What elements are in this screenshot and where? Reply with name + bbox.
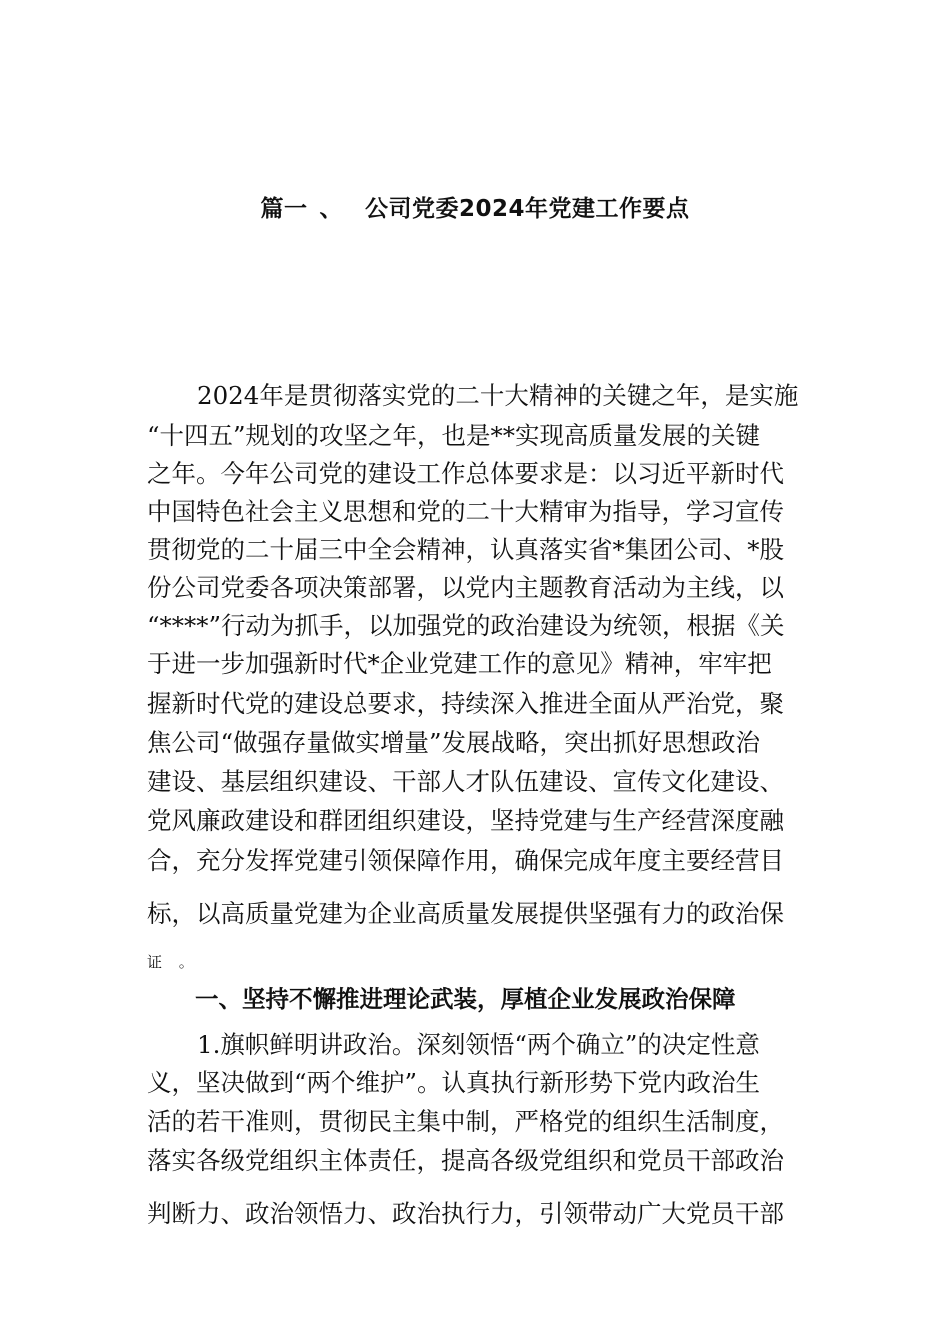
section-line: 义，坚决做到“两个维护”。认真执行新形势下党内政治生 [147, 1068, 761, 1097]
intro-line: “十四五”规划的攻坚之年，也是**实现高质量发展的关键 [147, 421, 761, 450]
intro-line: “****”行动为抓手，以加强党的政治建设为统领，根据《关 [147, 611, 785, 640]
section-line: 判断力、政治领悟力、政治执行力，引领带动广大党员干部 [147, 1199, 784, 1228]
title-separator: 、 [319, 196, 343, 222]
intro-line: 中国特色社会主义思想和党的二十大精审为指导，学习宣传 [147, 497, 784, 526]
section-line: 1.旗帜鲜明讲政治。深刻领悟“两个确立”的决定性意 [197, 1030, 760, 1059]
document-title [0, 190, 950, 223]
intro-line: 份公司党委各项决策部署，以党内主题教育活动为主线，以 [147, 573, 784, 602]
title-main: 公司党委2024年党建工作要点 [364, 196, 690, 222]
intro-line: 建设、基层组织建设、干部人才队伍建设、宣传文化建设、 [147, 767, 784, 796]
intro-line: 2024年是贯彻落实党的二十大精神的关键之年，是实施 [197, 381, 799, 410]
section-line: 活的若干准则，贯彻民主集中制，严格党的组织生活制度， [147, 1107, 784, 1136]
section-line: 落实各级党组织主体责任，提高各级党组织和党员干部政治 [147, 1146, 784, 1175]
intro-line: 党风廉政建设和群团组织建设，坚持党建与生产经营深度融 [147, 806, 784, 835]
intro-line: 合，充分发挥党建引领保障作用，确保完成年度主要经营目 [147, 846, 784, 875]
intro-line: 标，以高质量党建为企业高质量发展提供坚强有力的政治保 [147, 899, 784, 928]
intro-line: 之年。今年公司党的建设工作总体要求是：以习近平新时代 [147, 459, 784, 488]
intro-line: 握新时代党的建设总要求，持续深入推进全面从严治党，聚 [147, 689, 784, 718]
intro-line-end: 证 。 [147, 953, 200, 971]
title-prefix: 篇一 [260, 196, 308, 222]
intro-line: 于进一步加强新时代*企业党建工作的意见》精神，牢牢把 [147, 649, 772, 678]
section-heading: 一、坚持不懈推进理论武装，厚植企业发展政治保障 [195, 985, 736, 1013]
intro-line: 焦公司“做强存量做实增量”发展战略，突出抓好思想政治 [147, 728, 761, 757]
intro-line: 贯彻党的二十届三中全会精神，认真落实省*集团公司、*股 [147, 535, 784, 564]
